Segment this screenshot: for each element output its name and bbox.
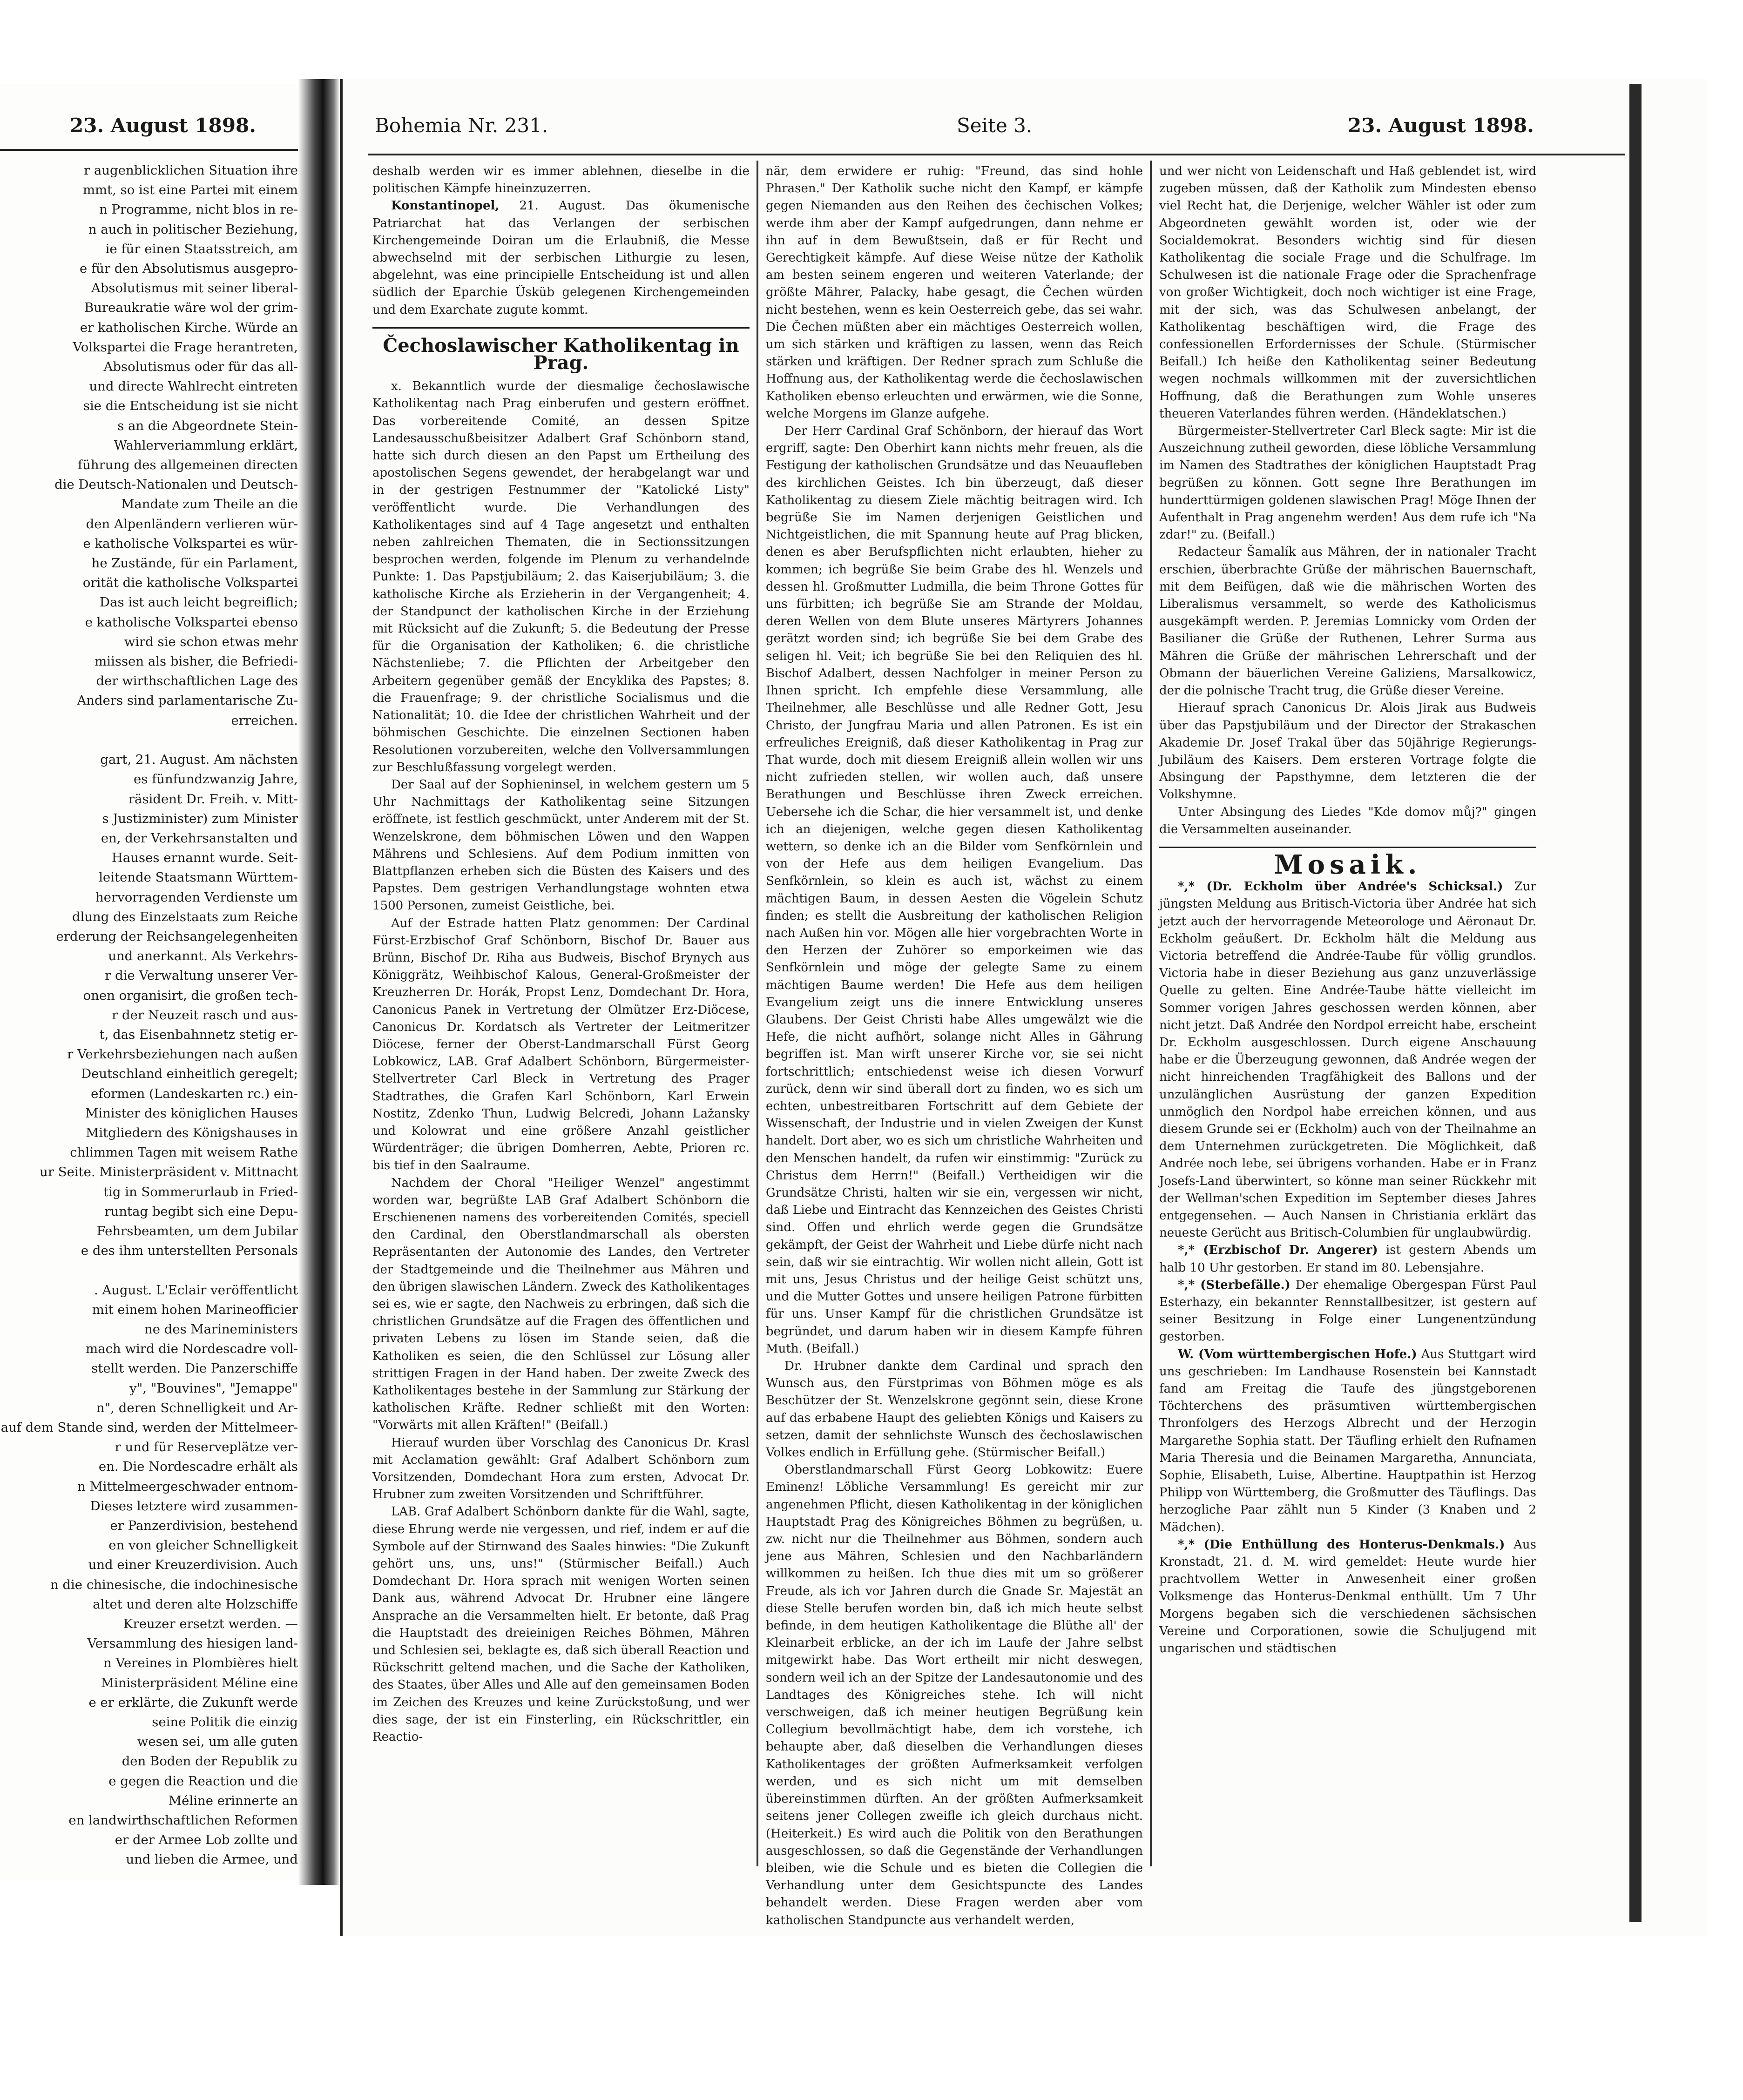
paragraph: Der Herr Cardinal Graf Schönborn, der hierauf das Wort ergriff, sagte: Den Oberhirt kann nichts mehr freuen, als die Festigung der katholischen Grundsätze und das Neuaufleben des kirchlichen Geistes. Ich bin überzeugt, daß dieser Katholikentag zu diesem Ziele mächtig beitragen wird. Ich begrüße Sie im Namen derjenigen Geistlichen und Nichtgeistlichen, die mit Spannung heute auf Prag blicken, denen es aber Berufspflichten nicht erlaubten, hieher zu kommen; ich begrüße Sie beim Grabe des hl. Wenzels und dessen hl. Großmutter Ludmilla, die beim Throne Gottes für uns fürbitten; ich begrüße Sie am Strande der Moldau, deren Wellen von dem Blute unseres Märtyrers Johannes gerätzt worden sind; ich begrüße Sie bei dem Grabe des seligen hl. Veit; ich begrüße Sie bei den Reliquien des hl. Bischof Adalbert, dessen Nachfolger in meiner Person zu Ihnen spricht. Ich empfehle diese Versammlung, alle Theilnehmer, alle Beschlüsse und alle Redner Gott, Jesu Christo, der Jungfrau Maria und allen Patronen. Es ist ein erfreuliches Ereigniß, daß dieser Katholikentag in Prag zur That wurde, doch mit diesem Ereigniß allein wollen wir uns nicht zufrieden stellen, wir wollen auch, daß unsere Berathungen und Beschlüsse ihren Zweck erreichen. Uebersehe ich die Schar, die hier versammelt ist, und denke ich an diejenigen, welche gegen diesen Katholikentag wettern, so denke ich an die Bilder vom Senfkörnlein und von der Hefe aus dem heiligen Evangelium. Das Senfkörnlein, so klein es auch ist, wächst zu einem mächtigen Baum, in dessen Aesten die Vögelein Schutz finden; es stellt die Ausbreitung der katholischen Religion nach Außen hin vor. Mögen alle hier vorgebrachten Worte in den Herzen der Zuhörer so emporkeimen wie das Senfkörnlein und möge der gelegte Same zu einem mächtigen Baume werden! Die Hefe aus dem heiligen Evangelium zeigt uns die innere Entwicklung unseres Glaubens. Der Geist Christi habe Alles umgewälzt wie die Hefe, die nicht aufhört, solange nicht Alles in Gährung begriffen ist. Man wirft unserer Kirche vor, sie sei nicht fortschrittlich; entschiedenst weise ich diesen Vorwurf zurück, denn wir sind überall dort zu finden, wo es sich um echten, unbestreitbaren Fortschritt auf dem Gebiete der Wissenschaft, der Industrie und in vielen Zweigen der Kunst handelt. Dort aber, wo es sich um christliche Wahrheiten und den Menschen handelt, da rufen wir einstimmig: "Zurück zu Christus dem Herrn!" (Beifall.) Vertheidigen wir die Grundsätze Christi, halten wir sie ein, vergessen wir nicht, daß Liebe und Eintracht das Kennzeichen des Geistes Christi sind. Offen und ehrlich werde gegen die Grundsätze gekämpft, der Geist der Wahrheit und Liebe dürfe nicht nach sein, daß wir sie eintrachtig. Wir wollen nicht allein, Gott ist mit uns, Jesus Christus und der heilige Geist schützt uns, und die Mutter Gottes und unsere heiligen Patrone fürbitten für uns. Unser Kampf für die christlichen Grundsätze ist begründet, und darum haben wir in diesem Kampfe führen Muth. (Beifall.) <box>766 424 1143 1356</box>
text-line: en, der Verkehrsanstalten und <box>101 830 298 846</box>
mosaic-item <box>1159 1536 1536 1657</box>
text-line: Bureaukratie wäre wol der grim- <box>84 300 298 316</box>
paragraph: Unter Absingung des Liedes "Kde domov můj?" gingen die Versammelten auseinander. <box>1159 805 1536 836</box>
text-line: r die Verwaltung unserer Ver- <box>105 968 298 983</box>
mosaic-item <box>1159 878 1536 1242</box>
article-headline: Čechoslawischer Katholikentag in Prag. <box>383 334 739 374</box>
text-line: Versammlung des hiesigen land- <box>87 1636 298 1651</box>
paragraph: när, dem erwidere er ruhig: "Freund, das sind hohle Phrasen." Der Katholik suche nicht den Kampf, er kämpfe gegen Niemanden aus den Reihen des čechischen Volkes; werde ihm aber der Kampf aufgedrungen, dann nehme er ihn auf in dem Bewußtsein, daß er für Recht und Gerechtigkeit kämpfe. Auf diese Weise nütze der Katholik am besten seinem engeren und weiteren Vaterlande; der größte Mährer, Palacky, habe gesagt, die Čechen würden nicht bestehen, wenn es kein Oesterreich gebe, das sei wahr. Die Čechen müßten aber ein mächtiges Oesterreich wollen, um sich stärken und kräftigen zu lassen, wenn das Reich stärken und kräftigen. Der Redner sprach zum Schluße die Hoffnung aus, der Katholikentag werde die čechoslawischen Katholiken ebenso erleuchten und erwärmen, wie die Sonne, welche Morgens im Glanze aufgehe. <box>766 164 1143 421</box>
paragraph: LAB. Graf Adalbert Schönborn dankte für die Wahl, sagte, diese Ehrung werde nie vergessen, und rief, indem er auf die Symbole auf der Stirnwand des Saales hinwies: "Die Zukunft gehört uns, uns, uns!" (Stürmischer Beifall.) Auch Domdechant Dr. Hora sprach mit wenigen Worten seinen Dank aus, während Advocat Dr. Hrubner eine längere Ansprache an die Versammelten hielt. Er betonte, daß Prag die Hauptstadt des dreieinigen Reiches Böhmen, Mähren und Schlesien sei, beklagte es, daß sich überall Reaction und Rückschritt geltend machen, und die Sache der Katholiken, des Staates, über Alles und Alle auf den gemeinsamen Boden im Zeichen des Kreuzes und keine Zurückstoßung, und wer dies sage, der ist ein Finsterling, ein Rückschrittler, ein Reactio- <box>372 1505 750 1744</box>
item-heading: *,* (Dr. Eckholm über Andrée's Schicksal.) <box>1178 880 1503 894</box>
text-line: Ministerpräsident Méline eine <box>101 1675 298 1690</box>
text-line: wesen sei, um alle guten <box>137 1734 298 1750</box>
paper-title: Bohemia Nr. 231. <box>375 114 548 137</box>
text-line: Dieses letztere wird zusammen- <box>90 1498 298 1514</box>
text-line: führung des allgemeinen directen <box>78 458 298 473</box>
text-line: hervorragenden Verdienste um <box>95 889 298 905</box>
text-line: und einer Kreuzerdivision. Auch <box>88 1557 298 1573</box>
text-line: und directe Wahlrecht eintreten <box>89 379 298 394</box>
news-item-constantinople <box>372 197 750 318</box>
text-line: die Deutsch-Nationalen und Deutsch- <box>54 477 298 492</box>
text-line: en landwirthschaftlichen Reformen <box>68 1813 298 1828</box>
text-line: stellt werden. Die Panzerschiffe <box>91 1361 298 1376</box>
text-line: Hauses ernannt wurde. Seit- <box>111 850 298 866</box>
text-line: Absolutismus oder für das all- <box>103 359 298 375</box>
paragraph: Hierauf sprach Canonicus Dr. Alois Jirak aus Budweis über das Papstjubiläum und der Director der Strakaschen Akademie Dr. Josef Trakal über das 50jährige Regierungs-Jubiläum des Kaisers. Dem ersteren Vortrage folgte die Absingung der Papsthymne, dem letzteren die der Volkshymne. <box>1159 701 1536 802</box>
text-line: e katholische Volkspartei es wür- <box>83 536 298 551</box>
text-line: mmt, so ist eine Partei mit einem <box>82 182 298 198</box>
text-line: onen organisirt, die großen tech- <box>83 988 298 1003</box>
paragraph: Hierauf wurden über Vorschlag des Canonicus Dr. Krasl mit Acclamation gewählt: Graf Adalbert Schönborn zum Vorsitzenden, Domdechant Hora zum ersten, Advocat Dr. Hrubner zum zweiten Vorsitzenden und Schriftführer. <box>372 1435 750 1502</box>
page-number: Seite 3. <box>957 114 1033 137</box>
text-line: gart, 21. August. Am nächsten <box>100 752 298 767</box>
text-line: Das ist auch leicht begreiflich; <box>100 595 298 610</box>
text-line: e er erklärte, die Zukunft werde <box>88 1695 298 1710</box>
item-heading: *,* (Die Enthüllung des Honterus-Denkmals.) <box>1178 1537 1505 1552</box>
text-line: e für den Absolutismus ausgepro- <box>79 261 298 276</box>
item-text: Aus Stuttgart wird uns geschrieben: Im Landhause Rosenstein bei Kannstadt fand am Freitag die Taufe des jüngstgeborenen Töchterchens des präsumtiven württembergischen Thronfolgers des Herzogs Albrecht und der Herzogin Margarethe Sophia statt. Der Täufling erhielt den Rufnamen Maria Theresia und die Beinamen Margaretha, Annunciata, Sophie, Elisabeth, Luise, Albertine. Hauptpathin ist Herzog Philipp von Württemberg, die Großmutter des Täuflings. Das herzogliche Paar zählt nun 5 Kinder (3 Knaben und 2 Mädchen). <box>1159 1347 1536 1535</box>
item-heading: *,* (Erzbischof Dr. Angerer) <box>1178 1243 1378 1258</box>
text-line: mach wird die Nordescadre voll- <box>86 1341 298 1357</box>
column-rule-1 <box>757 161 758 1866</box>
text-line: Deutschland einheitlich geregelt; <box>81 1066 298 1082</box>
text-line: chlimmen Tagen mit weisem Rathe <box>70 1145 298 1160</box>
text-line: den Alpenländern verlieren wür- <box>86 516 298 532</box>
item-text: Zur jüngsten Meldung aus Britisch-Victoria über Andrée hat sich jetzt auch der hervorragende Meteorologe und Aëronaut Dr. Eckholm geäußert. Dr. Eckholm hält die Meldung aus Victoria betreffend die Andrée-Taube für völlig grundlos. Victoria habe in dieser Beziehung aus ganz unzuverlässige Quelle zu gelten. Eine Andrée-Taube hätte vielleicht im Sommer vorigen Jahres geschossen werden können, aber nicht jetzt. Daß Andrée den Nordpol erreicht habe, erscheint Dr. Eckholm ausgeschlossen. Durch eigene Anschauung habe er die Überzeugung gewonnen, daß Andrée wegen der nicht hinreichenden Tragfähigkeit des Ballons und der unzulänglichen Ausrüstung der ganzen Expedition unmöglich den Nordpol habe erreichen können, und aus diesem Grunde sei er (Eckholm) auch von der Theilnahme an dem Unternehmen zurückgetreten. Die Möglichkeit, daß Andrée noch lebe, sei übrigens vorhanden. Habe er in Franz Josefs-Land überwintert, so könne man seiner Rückkehr mit der Wellman'schen Expedition im September dieses Jahres entgegensehen. — Auch Nansen in Christiania erklärt das neueste Gerücht aus Britisch-Columbien für unglaubwürdig. <box>1159 880 1536 1240</box>
section-divider <box>372 327 750 329</box>
section-divider <box>1159 847 1536 848</box>
text-line: sie die Entscheidung ist sie nicht <box>83 398 298 414</box>
text-line: e des ihm unterstellten Personals <box>81 1243 298 1259</box>
section-rubric: Mosaik. <box>1274 849 1422 880</box>
column-3 <box>1159 163 1536 1862</box>
column-rule-2 <box>1150 161 1152 1866</box>
text-line: n", deren Schnelligkeit und Ar- <box>96 1400 298 1415</box>
text-line: runtag begibt sich eine Depu- <box>104 1204 298 1219</box>
text-line: n Vereines in Plombières hielt <box>103 1656 298 1671</box>
header-rule <box>368 154 1625 155</box>
text-line <box>0 1260 298 1280</box>
text-line: und lieben die Armee, und <box>126 1852 298 1867</box>
text-line: Mitgliedern des Königshauses in <box>86 1125 298 1140</box>
left-page-header-rule <box>0 149 307 151</box>
text-line: Volkspartei die Frage herantreten, <box>73 339 298 355</box>
text-line: s an die Abgeordnete Stein- <box>117 418 298 433</box>
paragraph: Auf der Estrade hatten Platz genommen: Der Cardinal Fürst-Erzbischof Graf Schönborn, Bischof Dr. Bauer aus Brünn, Bischof Dr. Riha aus Budweis, Bischof Brynych aus Königgrätz, Weihbischof Kalous, General-Großmeister der Kreuzherren Dr. Horák, Propst Lenz, Domdechant Dr. Hora, Canonicus Panek in Vertretung der Olmützer Erz-Diöcese, Canonicus Dr. Kordatsch als Vertreter der Leitmeritzer Diöcese, ferner der Oberst-Landmarschall Fürst Georg Lobkowicz, LAB. Graf Adalbert Schönborn, Bürgermeister-Stellvertreter Carl Bleck in Vertretung des Prager Stadtrathes, die Grafen Karl Schönborn, Karl Erwein Nostitz, Zdenko Thun, Ludwig Belcredi, Johann Lažansky und Kolowrat und eine größere Anzahl geistlicher Würdenträger; die übrigen Domherren, Aebte, Prioren rc. bis tief in den Saalraume. <box>372 916 750 1173</box>
text-line: eformen (Landeskarten rc.) ein- <box>91 1086 298 1101</box>
paragraph: Dr. Hrubner dankte dem Cardinal und sprach den Wunsch aus, den Fürstprimas von Böhmen möge es als Beschützer der St. Wenzelskrone gegönnt sein, diese Krone auf das erbabene Haupt des geliebten Königs und Kaisers zu setzen, damit der sehnlichste Wunsch des čechoslawischen Volkes endlich in Erfüllung gehe. (Stürmischer Beifall.) <box>766 1359 1143 1460</box>
item-heading: W. (Vom württembergischen Hofe.) <box>1178 1347 1417 1361</box>
text-line: n Programme, nicht blos in re- <box>99 202 298 217</box>
page-gutter-shadow <box>298 79 340 1885</box>
news-text: Das ökumenische Patriarchat hat das Verlangen der serbischen Kirchengemeinde Doiran um die Erlaubniß, die Messe abwechselnd mit der serbischen Lithurgie zu lesen, abgelehnt, was eine principielle Entscheidung ist und allen südlich der Eparchie Üsküb gelegenen Kirchengemeinden und dem Exarchate zugute kommt. <box>372 199 750 317</box>
text-line: n die chinesische, die indochinesische <box>50 1577 298 1592</box>
text-line: r augenblicklichen Situation ihre <box>84 163 298 178</box>
text-line: ne des Marineministers <box>144 1321 298 1337</box>
text-line: der wirthschaftlichen Lage des <box>96 673 298 689</box>
dateline-place: Konstantinopel, <box>391 199 500 213</box>
text-line: er Panzerdivision, bestehend <box>110 1518 298 1534</box>
text-line: e gegen die Reaction und die <box>108 1773 298 1789</box>
item-text: ist gestern Abends um halb 10 Uhr gestorben. Er stand im 80. Lebensjahre. <box>1159 1243 1536 1275</box>
page-edge-shadow <box>1629 84 1642 1922</box>
item-text: Aus Kronstadt, 21. d. M. wird gemeldet: Heute wurde hier prachtvollem Wetter in Anwesenheit einer großen Volksmenge das Honterus-Denkmal enthüllt. Um 7 Uhr Morgens begaben sich die verschiedenen sächsischen Vereine und Corporationen, sowie die Schuljugend mit ungarischen und städtischen <box>1159 1537 1536 1656</box>
text-line: wird sie schon etwas mehr <box>124 634 298 649</box>
paragraph: Oberstlandmarschall Fürst Georg Lobkowitz: Euere Eminenz! Löbliche Versammlung! Es gereicht mir zur angenehmen Pflicht, diesen Katholikentag in der königlichen Hauptstadt Prag des Königreiches Böhmen zu begrüßen, u. zw. nicht nur die Theilnehmer aus Böhmen, sondern auch jene aus Mähren, Schlesien und den Nachbarländern willkommen zu heißen. Ich thue dies mit um so größerer Freude, als ich vor Jahren durch die Gnade Sr. Majestät an diese Stelle berufen worden bin, daß ich mich heute selbst befinde, in dem heutigen Katholikentage die Blüthe all' der Kleinarbeit erblicke, an der ich im Laufe der Jahre selbst mitgewirkt habe. Das Wort ertheilt mir nicht deswegen, sondern weil ich an der Spitze der Landesautonomie und des Landtages des Königreiches stehe. Ich will nicht verschweigen, daß ich meiner heutigen Begrüßung kein Collegium bevollmächtigt habe, dem ich vorstehe, ich behaupte aber, daß dieselben die Verhandlungen dieses Katholikentages der größten Aufmerksamkeit verfolgen werden, und es sich nicht um mit demselben übereinstimmen dürften. An der größten Aufmerksamkeit seitens jener Collegen zweifle ich gleich durchaus nicht. (Heiterkeit.) Es wird auch die Politik von den Berathungen ausgeschlossen, so daß die Gegenstände der Verhandlungen bleiben, wie die Schule und es bieten die Collegien die Verhandlung unter dem Gesichtspuncte des Landes behandelt werden. Diese Fragen werden aber vom katholischen Standpuncte aus verhandelt werden, <box>766 1463 1143 1927</box>
text-line: Anders sind parlamentarische Zu- <box>77 693 298 708</box>
text-line: n Mittelmeergeschwader entnom- <box>77 1479 298 1494</box>
text-line: mit einem hohen Marineofficier <box>92 1302 298 1317</box>
mosaic-item <box>1159 1346 1536 1536</box>
text-line <box>0 730 298 750</box>
text-line: Kreuzer ersetzt werden. — <box>123 1616 298 1632</box>
paragraph: Der Saal auf der Sophieninsel, in welchem gestern um 5 Uhr Nachmittags der Katholikentag seine Sitzungen eröffnete, ist festlich geschmückt, unter Anderem mit der St. Wenzelskrone, dem böhmischen Löwen und den Wappen Mährens und Schlesiens. Auf dem Podium inmitten von Blattpflanzen erheben sich die Büsten des Kaisers und des Papstes. Dem gestrigen Verhandlungstage wohnten etwa 1500 Personen, zumeist Geistliche, bei. <box>372 777 750 913</box>
paragraph: Redacteur Šamalík aus Mähren, der in nationaler Tracht erschien, überbrachte Grüße der mährischen Bauernschaft, mit dem Beifügen, daß wie die mährischen Worten des Liberalismus versammelt, so werde des Katholicismus ausgekämpft werden. P. Jeremias Lomnicky vom Orden der Basilianer die Grüße der Ruthenen, Lehrer Surma aus Mähren die Grüße der mährischen Lehrerschaft und der Obmann der bäuerlichen Vereine Galiziens, Marsalkowicz, der die polnische Tracht trug, die Grüße dieser Vereine. <box>1159 545 1536 698</box>
text-line: Wahlerveriammlung erklärt, <box>114 438 298 453</box>
text-line: orität die katholische Volkspartei <box>82 575 298 591</box>
text-line: erderung der Reichsangelegenheiten <box>56 929 298 944</box>
text-line: r der Neuzeit rasch und aus- <box>112 1007 298 1023</box>
text-line: seine Politik die einzig <box>152 1715 298 1730</box>
text-line: e katholische Volkspartei ebenso <box>85 614 298 630</box>
text-line: Minister des königlichen Hauses <box>85 1105 298 1121</box>
text-line: en. Die Nordescadre erhält als <box>98 1459 298 1474</box>
text-line: n auch in politischer Beziehung, <box>88 222 298 237</box>
text-line: er katholischen Kirche. Würde an <box>80 320 298 335</box>
text-line: den Boden der Republik zu <box>122 1754 298 1769</box>
text-line: he Zustände, für ein Parlament, <box>91 556 298 571</box>
article-continuation: deshalb werden wir es immer ablehnen, dieselbe in die politischen Kämpfe hineinzuzerren. <box>372 164 750 196</box>
text-line: r und für Reserveplätze ver- <box>115 1440 298 1455</box>
text-line: und anerkannt. Als Verkehrs- <box>108 949 298 964</box>
text-line: s Justizminister) zum Minister <box>102 811 298 826</box>
text-line: Absolutismus mit seiner liberal- <box>91 281 298 296</box>
mosaic-item <box>1159 1242 1536 1276</box>
text-line: ur Seite. Ministerpräsident v. Mittnacht <box>40 1164 298 1180</box>
text-line: Méline erinnerte an <box>169 1793 298 1808</box>
text-line: y", "Bouvines", "Jemappe" <box>129 1380 298 1396</box>
column-1 <box>372 163 750 1862</box>
text-line: Mandate zum Theile an die <box>121 497 298 512</box>
left-page-text <box>0 161 298 1883</box>
paragraph: x. Bekanntlich wurde der diesmalige čechoslawische Katholikentag nach Prag einberufen und gestern eröffnet. Das vorbereitende Comité, an dessen Spitze Landesausschußbeisitzer Adalbert Graf Schönborn stand, hatte sich durch diesen an den Papst um Ertheilung des apostolischen Segens gewendet, der herabgelangt war und in der gestrigen Festnummer der "Katolické Listy" veröffentlicht wurde. Die Verhandlungen des Katholikentages sind auf 4 Tage angesetzt und enthalten neben zahlreichen Thematen, die in Sectionssitzungen besprochen werden, folgende im Plenum zu verhandelnde Punkte: 1. Das Papstjubiläum; 2. das Kaiserjubiläum; 3. die katholische Kirche als Erzieherin in der Vergangenheit; 4. der Standpunct der katholischen Kirche in der Erziehung mit Rücksicht auf die Zukunft; 5. die Bedeutung der Presse für die Organisation der Katholiken; 6. die christliche Nächstenliebe; 7. die Pflichten der Arbeitgeber den Arbeitern gegenüber gemäß der Encyklika des Papstes; 8. die Frauenfrage; 9. der christliche Socialismus und die Nationalität; 10. die Idee der christlichen Wahrheit und der böhmischen Geschichte. Die einzelnen Sectionen haben Resolutionen vorzubereiten, welche den Vollversammlungen zur Beschlußfassung vorgelegt werden. <box>372 379 750 774</box>
text-line: miissen als bisher, die Befriedi- <box>95 654 298 669</box>
text-line: erreichen. <box>231 713 298 728</box>
text-line: er der Armee Lob zollte und <box>115 1832 298 1848</box>
mosaic-item <box>1159 1277 1536 1346</box>
text-line: es fünfundzwanzig Jahre, <box>134 772 298 787</box>
dateline-date: 21. August. <box>519 199 606 213</box>
issue-date: 23. August 1898. <box>1348 114 1534 137</box>
text-line: en von gleicher Schnelligkeit <box>108 1538 298 1553</box>
column-2 <box>766 163 1143 1927</box>
item-text: Der ehemalige Obergespan Fürst Paul Esterhazy, ein bekannter Rennstallbesitzer, ist gestern auf seiner Besitzung in Folge einer Lungenentzündung gestorben. <box>1159 1278 1537 1344</box>
text-line: altet und deren alte Holzschiffe <box>93 1596 298 1612</box>
paragraph: Bürgermeister-Stellvertreter Carl Bleck sagte: Mir ist die Auszeichnung zutheil geworden, diese löbliche Versammlung im Namen des Stadtrathes der königlichen Hauptstadt Prag begrüßen zu können. Gott segne Ihre Berathungen im hunderttürmigen goldenen slawischen Prag! Möge Ihnen der Aufenthalt in Prag angenehm werden! Aus dem rufe ich "Na zdar!" zu. (Beifall.) <box>1159 424 1536 542</box>
text-line: r Verkehrsbeziehungen nach außen <box>67 1047 298 1062</box>
text-line: räsident Dr. Freih. v. Mitt- <box>128 791 298 807</box>
text-line: leitende Staatsmann Württem- <box>99 870 298 885</box>
item-heading: *,* (Sterbefälle.) <box>1178 1278 1290 1292</box>
text-line: ie für einen Staatsstreich, am <box>105 241 298 256</box>
text-line: dlung des Einzelstaats zum Reiche <box>72 909 298 924</box>
paragraph: Nachdem der Choral "Heiliger Wenzel" angestimmt worden war, begrüßte LAB Graf Adalbert Schönborn die Erschienenen namens des vorbereitenden Comités, speciell den Cardinal, den Oberstlandmarschall als obersten Repräsentanten der Autonomie des Landes, den Vertreter der Stadtgemeinde und die Theilnehmer aus Mähren und den übrigen slawischen Ländern. Zweck des Katholikentages sei es, wie er sagte, den Nachweis zu erbringen, daß sich die christlichen Grundsätze auf die Fragen des öffentlichen und privaten Lebens zu lösen im Stande seien, daß die Katholiken es seien, die den Schlüssel zur Lösung aller strittigen Fragen in der Hand haben. Der zweite Zweck des Katholikentages bestehe in der Sammlung zur Stärkung der katholischen Kräfte. Redner schließt mit den Worten: "Vorwärts mit allen Kräften!" (Beifall.) <box>372 1176 750 1433</box>
text-line: Fehrsbeamten, um dem Jubilar <box>96 1223 298 1238</box>
text-line: . August. L'Eclair veröffentlicht <box>94 1282 298 1298</box>
left-page-date: 23. August 1898. <box>70 114 256 137</box>
text-line: t, das Eisenbahnnetz stetig er- <box>99 1027 298 1042</box>
text-line: auf dem Stande sind, werden der Mittelmeer- <box>0 1420 298 1435</box>
paragraph: und wer nicht von Leidenschaft und Haß geblendet ist, wird zugeben müssen, daß der Katholik zum Mindesten ebenso viel Recht hat, die Derjenige, welcher Wähler ist oder zum Abgeordneten gewählt worden ist, oder wie der Socialdemokrat. Besonders wichtig sind für diesen Katholikentag die sociale Frage und die Schulfrage. Im Schulwesen ist die nationale Frage oder die Sprachenfrage von großer Wichtigkeit, doch noch wichtiger ist eine Frage, mit der sich, was das Schulwesen anbelangt, der Katholikentag beschäftigen wird, die Frage des confessionellen Erfordernisses der Schule. (Stürmischer Beifall.) Ich heiße den Katholikentag seiner Bedeutung wegen nochmals willkommen mit der zuversichtlichen Hoffnung, daß die Berathungen zum Wohle unseres theueren Vaterlandes führen werden. (Händeklatschen.) <box>1159 164 1536 421</box>
text-line: tig in Sommerurlaub in Fried- <box>103 1184 298 1199</box>
